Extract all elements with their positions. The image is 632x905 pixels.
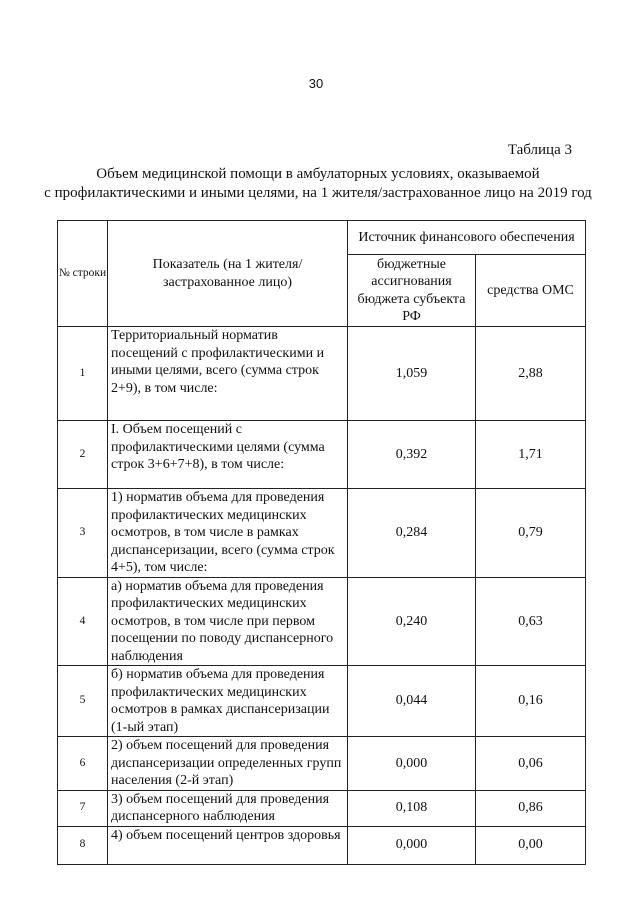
- header-indicator: Показатель (на 1 жителя/застрахованное лицо): [108, 221, 348, 327]
- row-indicator: 1) норматив объема для проведения профилактических медицинских осмотров, в том числе в рамках диспансеризации, всего (сумма строк 4+5), том числе:: [108, 489, 348, 578]
- row-budget-value: 0,000: [348, 826, 476, 864]
- row-budget-value: 0,392: [348, 421, 476, 489]
- row-oms-value: 1,71: [476, 421, 586, 489]
- row-budget-value: 0,000: [348, 737, 476, 791]
- table-row: [58, 790, 586, 826]
- row-number: 8: [58, 826, 108, 864]
- row-indicator: 2) объем посещений для проведения диспансеризации определенных групп населения (2-й этап): [108, 737, 348, 791]
- table-row: [58, 666, 586, 737]
- row-oms-value: 0,16: [476, 666, 586, 737]
- page-number: 30: [308, 76, 324, 91]
- row-budget-value: 0,108: [348, 790, 476, 826]
- table-row: [58, 421, 586, 489]
- table-row: [58, 577, 586, 666]
- row-number: 3: [58, 489, 108, 578]
- header-budget: бюджетные ассигнования бюджета субъекта РФ: [348, 255, 476, 327]
- data-table: [57, 220, 586, 865]
- row-budget-value: 0,240: [348, 577, 476, 666]
- table-row: [58, 737, 586, 791]
- row-budget-value: 1,059: [348, 327, 476, 421]
- row-number: 6: [58, 737, 108, 791]
- header-row-number: № строки: [58, 221, 108, 327]
- table-row: [58, 826, 586, 864]
- row-oms-value: 0,63: [476, 577, 586, 666]
- row-indicator: 4) объем посещений центров здоровья: [108, 826, 348, 864]
- header-oms: средства ОМС: [476, 255, 586, 327]
- row-indicator: Территориальный норматив посещений с профилактическими и иными целями, всего (сумма строк 2+9), в том числе:: [108, 327, 348, 421]
- row-indicator: 3) объем посещений для проведения диспансерного наблюдения: [108, 790, 348, 826]
- table-row: [58, 489, 586, 578]
- table-title: [30, 165, 606, 203]
- row-number: 5: [58, 666, 108, 737]
- row-indicator: б) норматив объема для проведения профилактических медицинских осмотров в рамках диспансеризации (1-ый этап): [108, 666, 348, 737]
- row-oms-value: 0,86: [476, 790, 586, 826]
- row-number: 4: [58, 577, 108, 666]
- row-number: 7: [58, 790, 108, 826]
- row-budget-value: 0,044: [348, 666, 476, 737]
- row-oms-value: 0,06: [476, 737, 586, 791]
- row-oms-value: 2,88: [476, 327, 586, 421]
- table-label: Таблица 3: [507, 142, 572, 158]
- row-number: 2: [58, 421, 108, 489]
- row-indicator: а) норматив объема для проведения профилактических медицинских осмотров, в том числе при первом посещении по поводу диспансерного наблюдения: [108, 577, 348, 666]
- row-oms-value: 0,79: [476, 489, 586, 578]
- title-line-2: с профилактическими и иными целями, на 1 жителя/застрахованное лицо на 2019 год: [44, 185, 592, 201]
- table-row: [58, 327, 586, 421]
- title-line-1: Объем медицинской помощи в амбулаторных условиях, оказываемой: [96, 166, 540, 182]
- header-funding-source: Источник финансового обеспечения: [348, 221, 586, 255]
- row-number: 1: [58, 327, 108, 421]
- row-budget-value: 0,284: [348, 489, 476, 578]
- row-oms-value: 0,00: [476, 826, 586, 864]
- row-indicator: I. Объем посещений с профилактическими целями (сумма строк 3+6+7+8), в том числе:: [108, 421, 348, 489]
